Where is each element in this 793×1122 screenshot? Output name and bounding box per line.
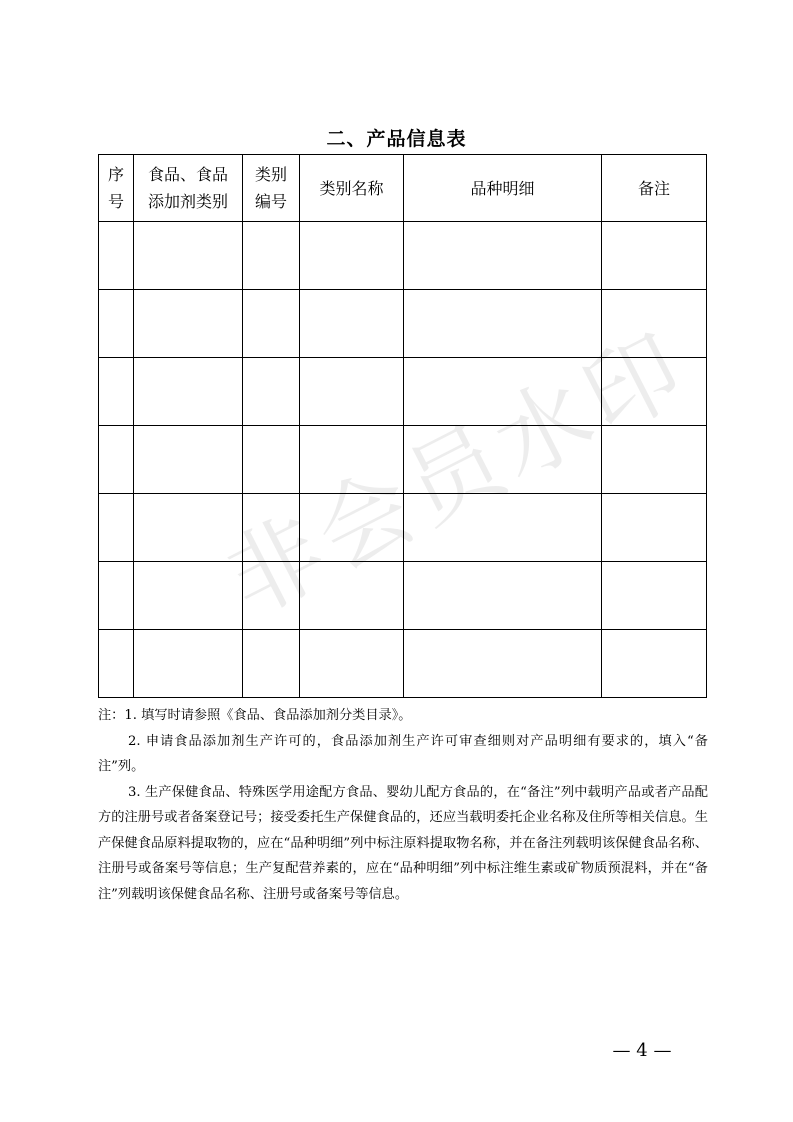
note-1: 注：1. 填写时请参照《食品、食品添加剂分类目录》。: [98, 708, 412, 723]
cell-code[interactable]: [243, 562, 300, 630]
header-code-line1: 类别: [254, 165, 287, 184]
cell-variety[interactable]: [404, 358, 602, 426]
cell-seq[interactable]: [99, 630, 134, 698]
header-seq-line2: 号: [107, 192, 124, 211]
cell-name[interactable]: [300, 630, 404, 698]
cell-remark[interactable]: [602, 426, 707, 494]
cell-code[interactable]: [243, 630, 300, 698]
page-title: 二、产品信息表: [326, 128, 467, 150]
cell-name[interactable]: [300, 222, 404, 290]
cell-variety[interactable]: [404, 222, 602, 290]
cell-name[interactable]: [300, 494, 404, 562]
watermark: 非会员水印: [209, 312, 705, 637]
note-2: 2. 申请食品添加剂生产许可的，食品添加剂生产许可审查细则对产品明细有要求的，填入“备注”列。: [98, 733, 708, 774]
cell-name[interactable]: [300, 562, 404, 630]
page-number: — 4 —: [612, 1040, 672, 1061]
cell-seq[interactable]: [99, 358, 134, 426]
cell-seq[interactable]: [99, 222, 134, 290]
cell-variety[interactable]: [404, 562, 602, 630]
table-notes: [98, 703, 708, 907]
cell-code[interactable]: [243, 494, 300, 562]
cell-remark[interactable]: [602, 358, 707, 426]
table-header-row: [99, 155, 707, 222]
note-3: 3. 生产保健食品、特殊医学用途配方食品、婴幼儿配方食品的，在“备注”列中载明产品或者产品配方的注册号或者备案登记号；接受委托生产保健食品的，还应当载明委托企业名称及住所等相关信息。生产保健食品原料提取物的，应在“品种明细”列中标注原料提取物名称，并在备注列载明该保健食品名称、注册号或备案号等信息；生产复配营养素的，应在“品种明细”列中标注维生素或矿物质预混料，并在“备注”列载明该保健食品名称、注册号或备案号等信息。: [98, 784, 708, 902]
header-variety: 品种明细: [404, 155, 602, 222]
table-row: [99, 562, 707, 630]
header-seq-line1: 序: [107, 165, 124, 184]
cell-remark[interactable]: [602, 290, 707, 358]
table-row: [99, 494, 707, 562]
table-row: [99, 290, 707, 358]
cell-category[interactable]: [134, 426, 243, 494]
header-category-line2: 添加剂类别: [147, 192, 228, 211]
header-seq: [99, 155, 134, 222]
cell-category[interactable]: [134, 222, 243, 290]
cell-category[interactable]: [134, 358, 243, 426]
cell-seq[interactable]: [99, 426, 134, 494]
cell-category[interactable]: [134, 630, 243, 698]
cell-variety[interactable]: [404, 426, 602, 494]
header-name: 类别名称: [300, 155, 404, 222]
table-row: [99, 222, 707, 290]
cell-seq[interactable]: [99, 494, 134, 562]
header-remark: 备注: [602, 155, 707, 222]
cell-remark[interactable]: [602, 562, 707, 630]
product-info-table: [98, 154, 707, 698]
table-row: [99, 358, 707, 426]
header-category-line1: 食品、食品: [147, 165, 228, 184]
cell-name[interactable]: [300, 426, 404, 494]
cell-name[interactable]: [300, 358, 404, 426]
cell-category[interactable]: [134, 494, 243, 562]
cell-variety[interactable]: [404, 290, 602, 358]
cell-code[interactable]: [243, 222, 300, 290]
cell-name[interactable]: [300, 290, 404, 358]
cell-category[interactable]: [134, 562, 243, 630]
cell-code[interactable]: [243, 290, 300, 358]
cell-remark[interactable]: [602, 630, 707, 698]
cell-remark[interactable]: [602, 222, 707, 290]
cell-code[interactable]: [243, 426, 300, 494]
header-code: [243, 155, 300, 222]
header-category: [134, 155, 243, 222]
cell-seq[interactable]: [99, 290, 134, 358]
cell-remark[interactable]: [602, 494, 707, 562]
table-row: [99, 630, 707, 698]
cell-category[interactable]: [134, 290, 243, 358]
cell-variety[interactable]: [404, 494, 602, 562]
table-row: [99, 426, 707, 494]
cell-code[interactable]: [243, 358, 300, 426]
cell-variety[interactable]: [404, 630, 602, 698]
cell-seq[interactable]: [99, 562, 134, 630]
header-code-line2: 编号: [254, 192, 287, 211]
